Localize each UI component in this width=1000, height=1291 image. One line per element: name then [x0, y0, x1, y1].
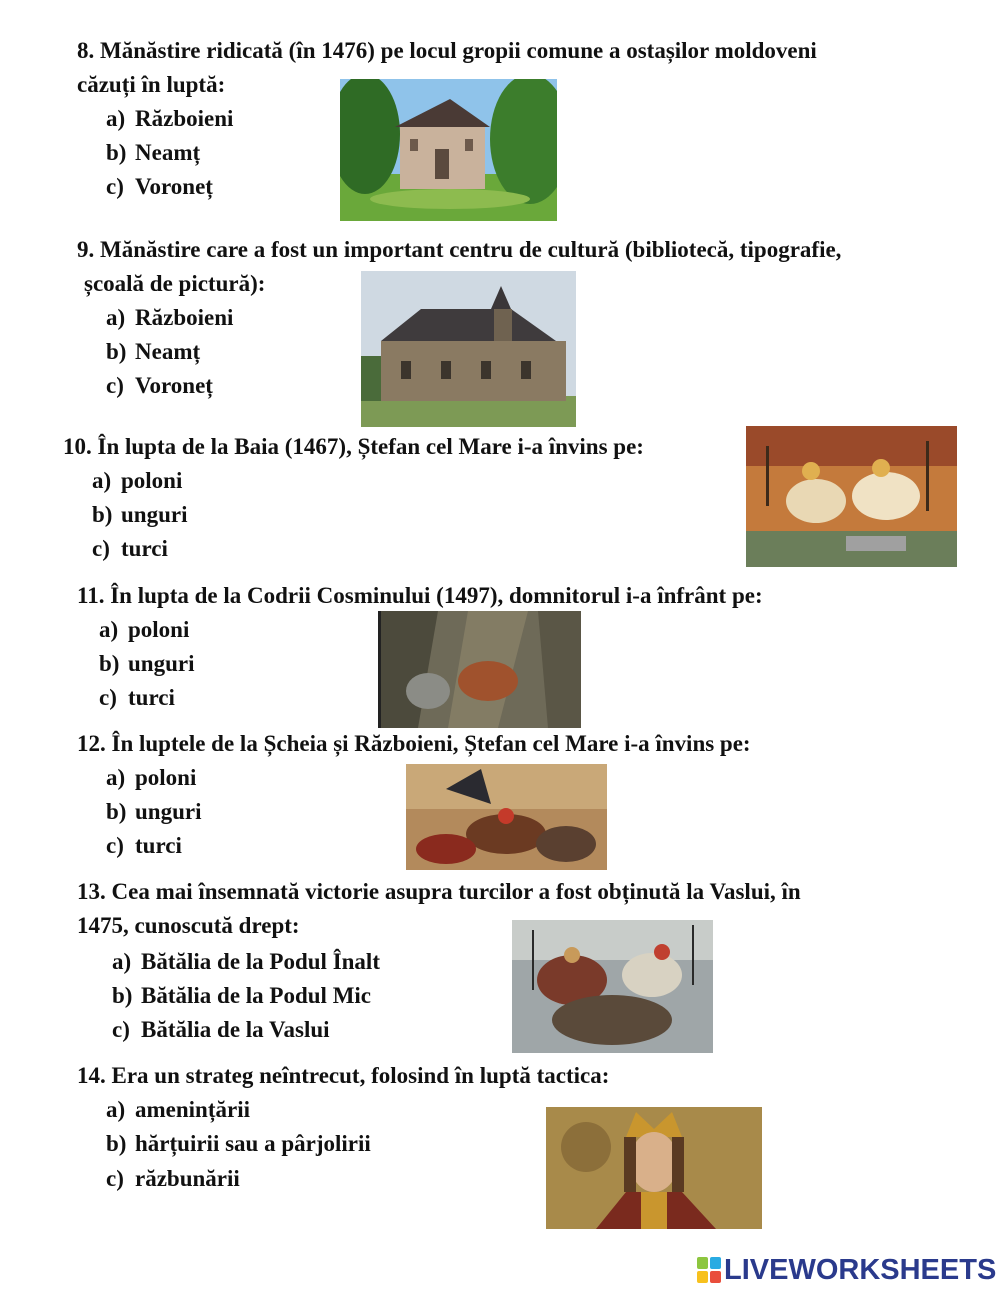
question-line: În lupta de la Codrii Cosminului (1497), domnitorul i-a înfrânt pe: [110, 583, 763, 608]
question-line: Era un strateg neîntrecut, folosind în luptă tactica: [111, 1063, 610, 1088]
option-13c[interactable] [112, 1016, 330, 1044]
option-text: Neamț [135, 339, 201, 364]
option-12b[interactable] [106, 798, 201, 826]
option-11c[interactable] [99, 684, 175, 712]
question-9-text [77, 236, 841, 264]
battle-cosmin-forest-image [378, 611, 581, 728]
option-text: poloni [128, 617, 190, 642]
option-text: Războieni [135, 305, 234, 330]
option-10b[interactable] [92, 501, 187, 529]
battle-baia-fresco-image [746, 426, 957, 567]
liveworksheets-logo[interactable] [697, 1254, 996, 1286]
option-14b[interactable] [106, 1130, 371, 1158]
option-letter: c) [106, 1166, 124, 1191]
option-letter: b) [112, 983, 133, 1008]
question-14-text [77, 1062, 609, 1090]
option-text: poloni [135, 765, 197, 790]
option-text: poloni [121, 468, 183, 493]
question-12-text [77, 730, 751, 758]
option-text: turci [135, 833, 182, 858]
option-9c[interactable] [106, 372, 213, 400]
option-14c[interactable] [106, 1165, 240, 1193]
option-text: turci [121, 536, 168, 561]
option-11a[interactable] [99, 616, 189, 644]
option-text: Războieni [135, 106, 234, 131]
option-letter: a) [112, 949, 132, 974]
option-9b[interactable] [106, 338, 200, 366]
question-13-text [77, 878, 801, 906]
question-line: Mănăstire ridicată (în 1476) pe locul gropii comune a ostașilor moldoveni [100, 38, 817, 63]
battle-podul-inalt-image [512, 920, 713, 1053]
option-text: unguri [121, 502, 188, 527]
option-text: Bătălia de la Podul Înalt [141, 949, 380, 974]
option-letter: b) [106, 140, 127, 165]
option-text: Bătălia de la Vaslui [141, 1017, 330, 1042]
option-text: Voroneț [135, 373, 213, 398]
option-text: unguri [128, 651, 195, 676]
question-number: 11. [77, 583, 105, 608]
option-letter: c) [99, 685, 117, 710]
battle-scheia-image [406, 764, 607, 870]
question-line: În luptele de la Șcheia și Războieni, Ștefan cel Mare i-a învins pe: [111, 731, 751, 756]
option-letter: b) [106, 799, 127, 824]
option-13b[interactable] [112, 982, 371, 1010]
liveworksheets-brand-text: LIVEWORKSHEETS [724, 1253, 997, 1286]
question-number: 12. [77, 731, 106, 756]
option-letter: b) [92, 502, 113, 527]
question-number: 8. [77, 38, 95, 63]
option-letter: c) [106, 373, 124, 398]
question-line: În lupta de la Baia (1467), Ștefan cel Mare i-a învins pe: [97, 434, 644, 459]
question-8-text [77, 37, 817, 65]
question-11-text [77, 582, 763, 610]
option-letter: b) [99, 651, 120, 676]
option-letter: a) [92, 468, 112, 493]
option-8b[interactable] [106, 139, 200, 167]
option-text: hărțuirii sau a pârjolirii [135, 1131, 371, 1156]
option-text: turci [128, 685, 175, 710]
question-number: 13. [77, 879, 106, 904]
monastery-razboieni-image [340, 79, 557, 221]
option-13a[interactable] [112, 948, 380, 976]
question-number: 9. [77, 237, 95, 262]
option-letter: a) [106, 1097, 126, 1122]
option-12c[interactable] [106, 832, 182, 860]
option-10c[interactable] [92, 535, 168, 563]
monastery-neamt-image [361, 271, 576, 427]
option-letter: a) [106, 765, 126, 790]
option-10a[interactable] [92, 467, 182, 495]
option-letter: a) [106, 305, 126, 330]
option-12a[interactable] [106, 764, 196, 792]
question-10-text [63, 433, 644, 461]
question-number: 10. [63, 434, 92, 459]
option-text: Neamț [135, 140, 201, 165]
option-letter: c) [112, 1017, 130, 1042]
option-letter: a) [106, 106, 126, 131]
option-text: Bătălia de la Podul Mic [141, 983, 371, 1008]
liveworksheets-logo-icon [697, 1257, 721, 1283]
option-8c[interactable] [106, 173, 213, 201]
stefan-cel-mare-portrait-image [546, 1107, 762, 1229]
option-letter: b) [106, 1131, 127, 1156]
option-9a[interactable] [106, 304, 233, 332]
option-text: unguri [135, 799, 202, 824]
question-9-line2: școală de pictură): [84, 271, 266, 296]
question-line: Cea mai însemnată victorie asupra turcilor a fost obținută la Vaslui, în [111, 879, 801, 904]
option-letter: c) [106, 833, 124, 858]
question-line: Mănăstire care a fost un important centru de cultură (bibliotecă, tipografie, [100, 237, 842, 262]
option-letter: c) [92, 536, 110, 561]
option-text: amenințării [135, 1097, 250, 1122]
option-text: răzbunării [135, 1166, 240, 1191]
option-text: Voroneț [135, 174, 213, 199]
option-letter: b) [106, 339, 127, 364]
option-letter: a) [99, 617, 119, 642]
question-8-line2: căzuți în luptă: [77, 72, 226, 97]
question-13-line2: 1475, cunoscută drept: [77, 913, 300, 938]
option-14a[interactable] [106, 1096, 250, 1124]
option-letter: c) [106, 174, 124, 199]
option-11b[interactable] [99, 650, 194, 678]
question-number: 14. [77, 1063, 106, 1088]
option-8a[interactable] [106, 105, 233, 133]
